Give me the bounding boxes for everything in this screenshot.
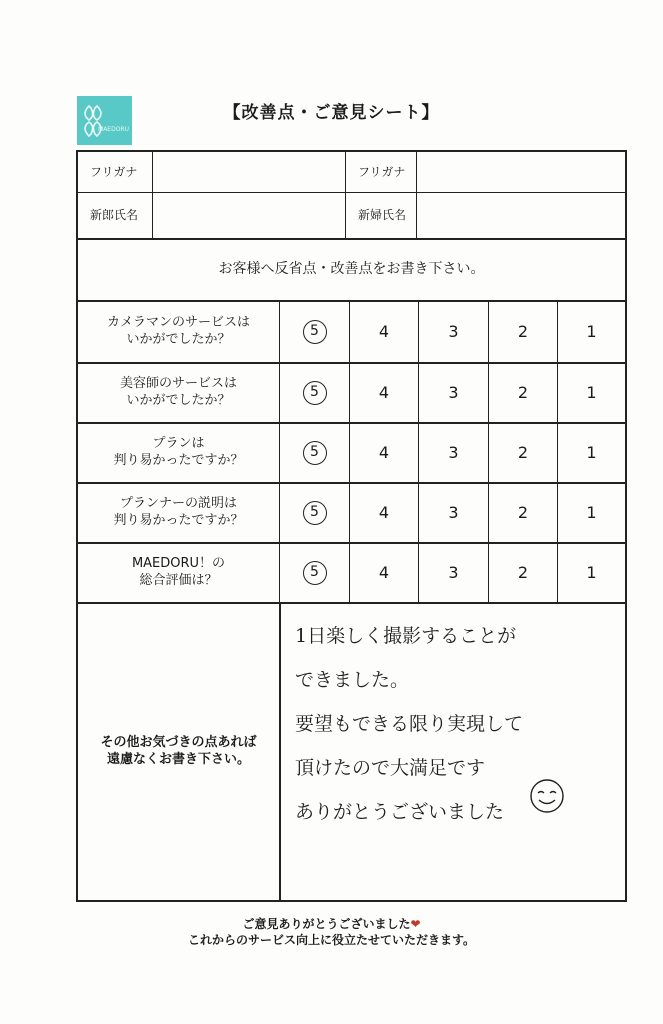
question-plan: プランは 判り易かったですか？: [113, 436, 244, 468]
sheet-title: 【改善点・ご意見シート】: [223, 103, 440, 123]
rating-option[interactable]: 4: [378, 562, 390, 582]
rating-option-selected[interactable]: 5: [280, 543, 349, 602]
comment-line: 要望もできる限り実現して: [295, 713, 524, 735]
furigana-field-bride[interactable]: [417, 152, 625, 192]
rating-option[interactable]: 4: [378, 321, 390, 341]
rating-option[interactable]: 3: [448, 321, 459, 341]
footer-thanks: ご意見ありがとうございました: [242, 917, 411, 931]
rating-option[interactable]: 3: [448, 502, 459, 522]
rating-option[interactable]: 4: [378, 442, 390, 462]
rating-option[interactable]: 2: [517, 382, 529, 402]
groom-name-field[interactable]: [153, 193, 345, 238]
comment-line: 1日楽しく撮影することが: [295, 625, 517, 647]
rating-option[interactable]: 1: [586, 562, 597, 582]
rating-option[interactable]: 1: [586, 382, 597, 402]
rating-option[interactable]: 4: [378, 382, 390, 402]
footer: [0, 916, 663, 948]
rating-option[interactable]: 2: [517, 562, 529, 582]
comments-label: その他お気づきの点あれば 遠慮なくお書き下さい。: [100, 735, 257, 767]
footer-note: これからのサービス向上に役立たせていただきます。: [187, 933, 476, 947]
bride-name-field[interactable]: [417, 193, 625, 238]
smiley-icon: [528, 777, 566, 815]
comment-line: 頂けたので大満足です: [295, 757, 486, 779]
comment-line: できました。: [295, 669, 410, 691]
question-planner: プランナーの説明は 判り易かったですか？: [113, 496, 244, 528]
groom-name-label: 新郎氏名: [90, 208, 139, 222]
question-stylist: 美容師のサービスは いかがでしたか？: [119, 376, 237, 408]
rating-option[interactable]: 1: [586, 442, 597, 462]
furigana-field-groom[interactable]: [153, 152, 345, 192]
instruction-text: お客様へ反省点・改善点をお書き下さい。: [218, 260, 485, 277]
comments-field[interactable]: [295, 614, 615, 834]
comment-line: ありがとうございました: [295, 801, 505, 823]
heart-icon: ❤: [410, 917, 421, 931]
rating-option[interactable]: 1: [586, 502, 597, 522]
bride-name-label: 新婦氏名: [358, 208, 407, 222]
rating-option-selected[interactable]: 5: [280, 363, 349, 422]
furigana-label-bride: フリガナ: [358, 164, 406, 179]
logo-text: MAEDORU: [98, 126, 129, 133]
furigana-label-groom: フリガナ: [90, 164, 138, 179]
rating-option[interactable]: 4: [378, 502, 390, 522]
rating-option-selected[interactable]: 5: [280, 483, 349, 542]
rating-option-selected[interactable]: 5: [280, 423, 349, 482]
rating-option[interactable]: 3: [448, 442, 459, 462]
rating-option[interactable]: 2: [517, 442, 529, 462]
rating-option[interactable]: 3: [448, 382, 459, 402]
survey-sheet: [76, 150, 627, 902]
question-overall: MAEDORU！の 総合評価は？: [131, 556, 226, 588]
rating-option-selected[interactable]: 5: [280, 301, 349, 362]
rating-option[interactable]: 2: [517, 502, 529, 522]
rating-option[interactable]: 2: [517, 321, 529, 341]
rating-option[interactable]: 1: [586, 321, 597, 341]
rating-option[interactable]: 3: [448, 562, 459, 582]
question-camera: カメラマンのサービスは いかがでしたか？: [106, 315, 250, 347]
